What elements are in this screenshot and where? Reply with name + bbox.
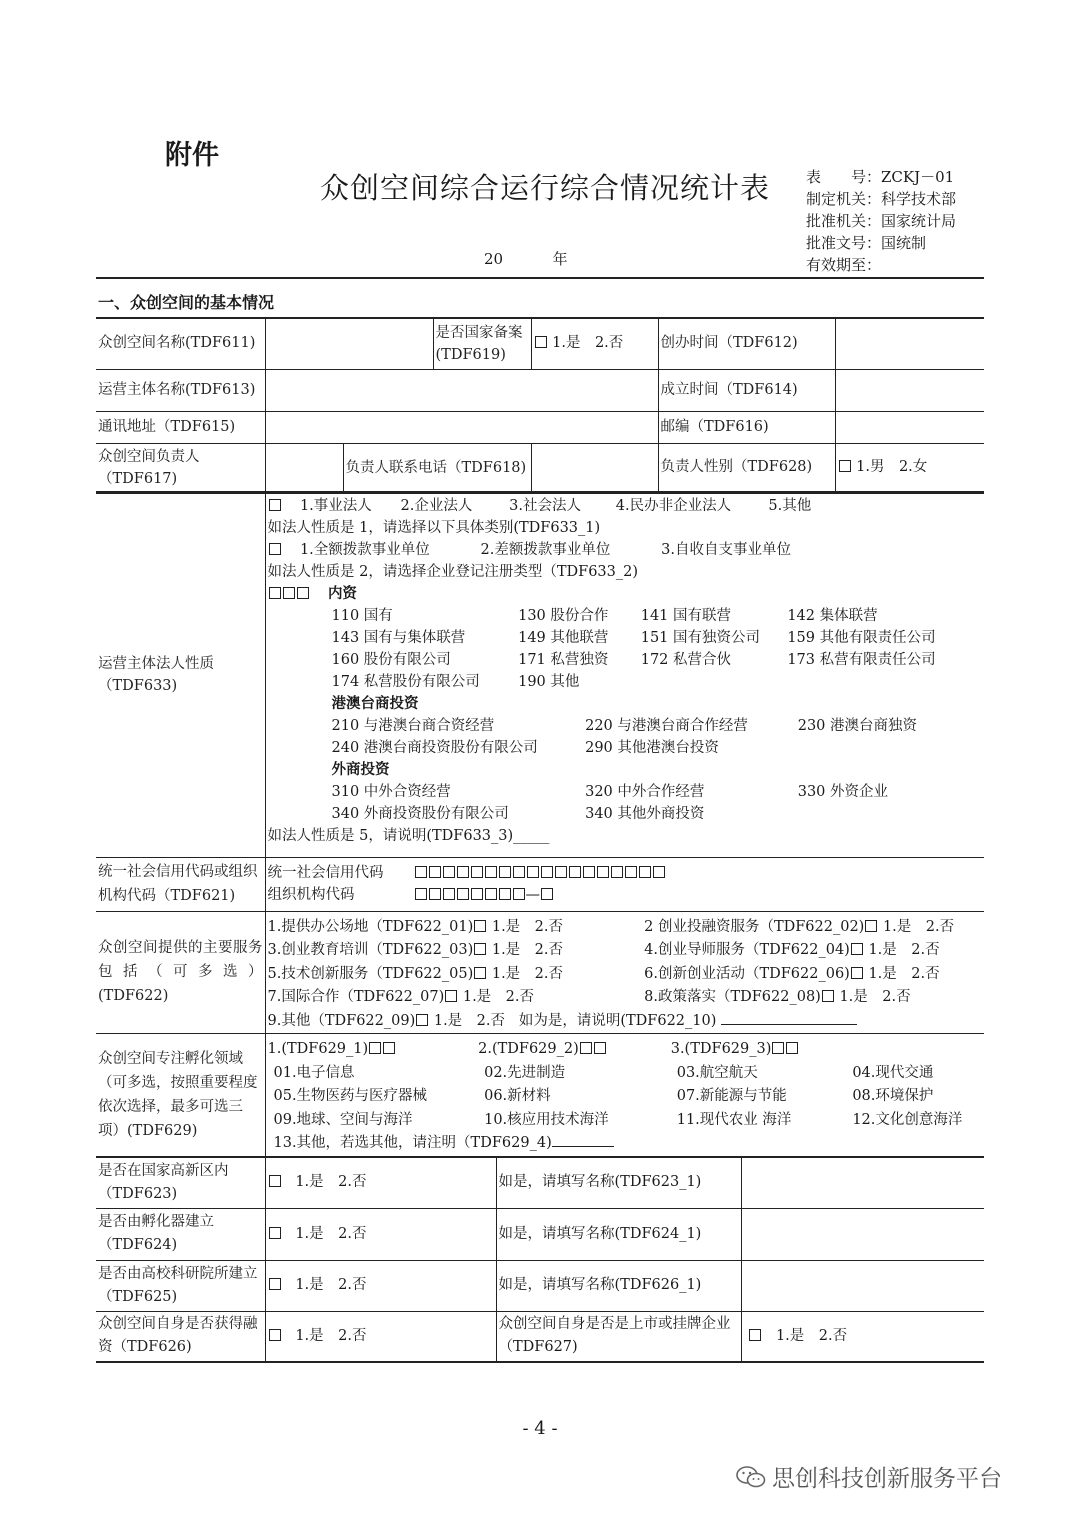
reg-type-option: 149 其他联营 (518, 630, 609, 646)
field-slot-box[interactable] (772, 1042, 784, 1054)
fields-row (268, 1062, 983, 1086)
meta-form-number: 表 号：ZCKJ－01 (806, 168, 955, 186)
credit-code-boxes[interactable] (414, 865, 666, 881)
credit-code-char-box[interactable] (527, 866, 539, 878)
org-code-dash: — (525, 887, 540, 903)
phone-label: 负责人联系电话（TDF618) (343, 443, 531, 493)
service-checkbox[interactable] (416, 1014, 428, 1026)
reg-type-option: 171 私营独资 (518, 652, 609, 668)
document-title: 众创空间综合运行综合情况统计表 (320, 171, 771, 205)
credit-code-char-box[interactable] (457, 866, 469, 878)
org-code-boxes[interactable] (414, 887, 526, 903)
university-label: 是否由高校科研院所建立（TDF625) (96, 1260, 265, 1311)
reg-type-option: 151 国有独资公司 (640, 630, 761, 646)
founded-label: 创办时间（TDF612) (658, 318, 835, 369)
reg-type-box-2[interactable] (283, 587, 295, 599)
incubator-options-text: 1.是 2.否 (295, 1225, 367, 1242)
year-prefix: 20 (484, 250, 504, 268)
listed-label: 众创空间自身是否是上市或挂牌企业（TDF627) (496, 1311, 741, 1362)
services-row-9 (268, 1010, 983, 1034)
fields-row (268, 1109, 983, 1133)
reg-type-option: 340 其他外商投资 (585, 806, 705, 822)
reg-type-option: 174 私营股份有限公司 (331, 674, 480, 690)
legal-sub1-3: 3.自收自支事业单位 (661, 542, 791, 558)
reg-type-option: 330 外资企业 (797, 784, 889, 800)
reg-type-option: 143 国有与集体联营 (331, 630, 466, 646)
meta-valid-until: 有效期至： (806, 256, 882, 274)
basic-info-table-middle (96, 491, 984, 1158)
services-row (268, 939, 983, 963)
org-code-char-box[interactable] (457, 888, 469, 900)
hitech-zone-options-text: 1.是 2.否 (295, 1174, 367, 1191)
postcode-field[interactable] (835, 411, 984, 443)
credit-code-char-box[interactable] (611, 866, 623, 878)
postcode-label: 邮编（TDF616) (658, 411, 835, 443)
incubator-note: 如是，请填写名称(TDF624_1) (496, 1208, 741, 1260)
fields-other-line (268, 1132, 983, 1156)
reg-type-option: 159 其他有限责任公司 (787, 630, 936, 646)
service-options: 1.是 2.否 (839, 989, 911, 1005)
credit-code-char-box[interactable] (541, 866, 553, 878)
credit-code-char-box[interactable] (653, 866, 665, 878)
org-code-char-box[interactable] (429, 888, 441, 900)
field-option: 09.地球、空间与海洋 (273, 1111, 413, 1128)
financing-checkbox[interactable] (269, 1329, 281, 1341)
reg-type-option: 240 港澳台商投资股份有限公司 (331, 740, 538, 756)
operator-field[interactable] (265, 369, 658, 411)
legal-type-line (268, 495, 983, 517)
watermark (736, 1460, 1002, 1493)
incubator-name-field[interactable] (741, 1208, 984, 1260)
hitech-zone-checkbox[interactable] (269, 1175, 281, 1187)
hitech-zone-options[interactable] (265, 1157, 496, 1208)
service-item: 7.国际合作（TDF622_07) (267, 989, 445, 1005)
meta-issuing-authority: 制定机关：科学技术部 (806, 190, 957, 208)
service-checkbox[interactable] (822, 990, 834, 1002)
listed-options[interactable] (741, 1311, 984, 1362)
field-option: 01.电子信息 (273, 1064, 355, 1081)
org-code-char-box[interactable] (499, 888, 511, 900)
listed-checkbox[interactable] (749, 1329, 761, 1341)
credit-label: 统一社会信用代码或组织机构代码（TDF621) (96, 857, 265, 911)
service-item: 8.政策落实（TDF622_08) (644, 989, 821, 1005)
field-option: 12.文化创意海洋 (852, 1111, 963, 1128)
university-options[interactable] (265, 1260, 496, 1311)
reg-type-option: 130 股份合作 (518, 608, 609, 624)
service-item: 1.提供办公场地（TDF622_01) (267, 918, 474, 935)
service-item: 2 创业投融资服务（TDF622_02) (644, 918, 865, 935)
field-slot-label: 3.(TDF629_3) (670, 1041, 772, 1057)
name-label: 众创空间名称(TDF611) (96, 318, 265, 369)
service-item: 3.创业教育培训（TDF622_03) (267, 942, 474, 958)
head-label: 众创空间负责人（TDF617) (96, 443, 265, 493)
service-item: 4.创业导师服务（TDF622_04) (644, 942, 850, 958)
filing-options[interactable] (531, 318, 658, 369)
fields-slots (268, 1038, 983, 1062)
section-title: 一、众创空间的基本情况 (98, 293, 275, 312)
reg-type-option: 173 私营有限责任公司 (787, 652, 936, 668)
reg-type-option: 110 国有 (331, 608, 393, 624)
header-rule (96, 277, 984, 279)
service-options: 1.是 2.否 (868, 942, 940, 958)
reg-type-option: 310 中外合资经营 (331, 784, 451, 800)
reg-type-option: 340 外商投资股份有限公司 (331, 806, 509, 822)
reg-type-option: 190 其他 (518, 674, 580, 690)
services-row (268, 986, 983, 1010)
credit-code-char-box[interactable] (443, 866, 455, 878)
domestic-row (268, 627, 983, 649)
service-other-blank[interactable] (721, 1010, 857, 1025)
service-checkbox[interactable] (851, 943, 863, 955)
reg-type-option: 141 国有联营 (640, 608, 732, 624)
org-code-char-box[interactable] (471, 888, 483, 900)
wechat-icon (736, 1465, 766, 1489)
service-options: 1.是 2.否 (491, 918, 564, 935)
credit-code-char-box[interactable] (429, 866, 441, 878)
foreign-title: 外商投资 (331, 762, 390, 778)
reg-type-option: 320 中外合作经营 (585, 784, 705, 800)
reg-type-option: 210 与港澳台商合资经营 (331, 718, 495, 734)
credit-code-label: 统一社会信用代码 (267, 865, 384, 881)
university-checkbox[interactable] (269, 1278, 281, 1290)
reg-type-option: 142 集体联营 (787, 608, 878, 624)
service-options: 1.是 2.否 (462, 989, 535, 1005)
page-number: - 4 - (522, 1418, 558, 1439)
form-meta (806, 166, 956, 276)
legal-type-1: 1.事业法人 (299, 498, 372, 514)
meta-approval-number: 批准文号：国统制 (806, 234, 927, 252)
meta-approving-authority: 批准机关：国家统计局 (806, 212, 957, 230)
org-code-line (268, 884, 983, 906)
gender-checkbox[interactable] (839, 460, 851, 472)
operator-label: 运营主体名称(TDF613) (96, 369, 265, 411)
hmt-row (268, 715, 983, 737)
report-year (484, 248, 568, 269)
legal-type-2: 2.企业法人 (400, 498, 473, 514)
basic-info-table-bottom (96, 1156, 984, 1363)
org-code-check-box[interactable] (541, 888, 553, 900)
incubator-options[interactable] (265, 1208, 496, 1260)
established-label: 成立时间（TDF614) (658, 369, 835, 411)
services-row (268, 916, 983, 940)
reg-type-option: 230 港澳台商独资 (797, 718, 918, 734)
established-field[interactable] (835, 369, 984, 411)
hitech-zone-note: 如是，请填写名称(TDF623_1) (496, 1157, 741, 1208)
credit-code-char-box[interactable] (555, 866, 567, 878)
filing-options-text: 1.是 2.否 (552, 335, 624, 352)
financing-options-text: 1.是 2.否 (295, 1327, 367, 1344)
address-field[interactable] (265, 411, 658, 443)
legal-nature-options[interactable] (265, 492, 984, 857)
service-options: 1.是 2.否 (882, 918, 955, 935)
credit-code-char-box[interactable] (485, 866, 497, 878)
field-option: 08.环境保护 (852, 1088, 934, 1104)
service-checkbox[interactable] (445, 990, 457, 1002)
gender-label: 负责人性别（TDF628) (658, 443, 835, 493)
service-item: 5.技术创新服务（TDF622_05) (267, 965, 474, 982)
credit-code-char-box[interactable] (625, 866, 637, 878)
gender-options-text: 1.男 2.女 (856, 459, 928, 476)
reg-type-box-1[interactable] (269, 587, 281, 599)
reg-type-option: 290 其他港澳台投资 (585, 740, 719, 756)
reg-type-option: 160 股份有限公司 (331, 652, 451, 668)
field-option: 04.现代交通 (852, 1064, 934, 1081)
field-other-label: 13.其他，若选其他，请注明（TDF629_4) (273, 1135, 552, 1151)
legal-if5[interactable]: 如法人性质是 5，请说明(TDF633_3)_____ (267, 828, 550, 844)
service-checkbox[interactable] (474, 943, 486, 955)
credit-code-char-box[interactable] (471, 866, 483, 878)
org-code-char-box[interactable] (485, 888, 497, 900)
incubator-label: 是否由孵化器建立（TDF624) (96, 1208, 265, 1260)
org-code-label: 组织机构代码 (267, 887, 355, 903)
credit-code-char-box[interactable] (513, 866, 525, 878)
org-code-char-box[interactable] (443, 888, 455, 900)
credit-code-char-box[interactable] (415, 866, 427, 878)
incubator-checkbox[interactable] (269, 1227, 281, 1239)
reg-type-option: 172 私营合伙 (640, 652, 732, 668)
domestic-title: 内资 (327, 586, 357, 602)
domestic-row (268, 671, 983, 693)
year-suffix: 年 (552, 250, 568, 268)
legal-sub1-line (268, 539, 983, 561)
field-slot-box[interactable] (580, 1042, 592, 1054)
service-checkbox[interactable] (474, 920, 486, 932)
domestic-row (268, 605, 983, 627)
legal-type-checkbox[interactable] (269, 499, 281, 511)
financing-options[interactable] (265, 1311, 496, 1362)
university-note: 如是，请填写名称(TDF626_1) (496, 1260, 741, 1311)
services-options[interactable] (265, 911, 984, 1034)
university-options-text: 1.是 2.否 (295, 1277, 367, 1293)
legal-nature-label: 运营主体法人性质（TDF633) (96, 492, 265, 857)
filing-label: 是否国家备案(TDF619) (433, 318, 531, 369)
field-option: 03.航空航天 (676, 1064, 758, 1081)
field-slot-box[interactable] (594, 1042, 606, 1054)
fields-label: 众创空间专注孵化领域（可多选，按照重要程度依次选择，最多可选三项）(TDF629) (96, 1034, 265, 1157)
service-options: 1.是 2.否 (491, 942, 564, 958)
basic-info-table-top (96, 317, 984, 494)
legal-if2: 如法人性质是 2，请选择企业登记注册类型（TDF633_2) (267, 564, 638, 580)
founded-field[interactable] (835, 318, 984, 369)
credit-code-char-box[interactable] (569, 866, 581, 878)
org-code-char-box[interactable] (415, 888, 427, 900)
service-options: 1.是 2.否 (868, 965, 940, 982)
credit-code-char-box[interactable] (597, 866, 609, 878)
legal-sub1-checkbox[interactable] (269, 543, 281, 555)
credit-fields[interactable] (265, 857, 984, 911)
services-label: 众创空间提供的主要服务包括（可多选）(TDF622) (96, 911, 265, 1034)
field-slot-label: 2.(TDF629_2) (478, 1041, 579, 1057)
field-other-blank[interactable] (552, 1132, 614, 1147)
domestic-row (268, 649, 983, 671)
legal-if1: 如法人性质是 1，请选择以下具体类别(TDF633_1) (267, 520, 601, 536)
service-options: 1.是 2.否 (491, 965, 564, 982)
hitech-zone-label: 是否在国家高新区内（TDF623) (96, 1157, 265, 1208)
service-checkbox[interactable] (865, 920, 877, 932)
field-slot-label: 1.(TDF629_1) (267, 1041, 369, 1057)
fields-options[interactable] (265, 1034, 984, 1157)
field-option: 11.现代农业 海洋 (676, 1111, 792, 1128)
service-checkbox[interactable] (474, 967, 486, 979)
field-option: 10.核应用技术海洋 (484, 1111, 609, 1128)
service-options: 1.是 2.否 (433, 1012, 506, 1029)
foreign-row (268, 781, 983, 803)
financing-label: 众创空间自身是否获得融资（TDF626) (96, 1311, 265, 1362)
name-field[interactable] (265, 318, 433, 369)
field-option: 02.先进制造 (484, 1064, 566, 1081)
listed-options-text: 1.是 2.否 (775, 1327, 848, 1344)
credit-code-char-box[interactable] (583, 866, 595, 878)
service-other-note: 如为是，请说明(TDF622_10) (518, 1012, 717, 1029)
hitech-zone-name-field[interactable] (741, 1157, 984, 1208)
watermark-text: 思创科技创新服务平台 (772, 1466, 1002, 1492)
service-item: 9.其他（TDF622_09) (267, 1012, 416, 1029)
legal-sub1-1: 1.全额拨款事业单位 (299, 542, 430, 558)
credit-code-char-box[interactable] (639, 866, 651, 878)
credit-code-line (268, 862, 983, 884)
address-label: 通讯地址（TDF615) (96, 411, 265, 443)
reg-type-option: 220 与港澳台商合作经营 (585, 718, 748, 734)
field-option: 06.新材料 (484, 1088, 551, 1104)
field-slot-box[interactable] (369, 1042, 381, 1054)
reg-type-box-3[interactable] (297, 587, 309, 599)
service-checkbox[interactable] (851, 967, 863, 979)
hmt-title: 港澳台商投资 (331, 696, 419, 712)
gender-options[interactable] (835, 443, 984, 493)
legal-type-3: 3.社会法人 (509, 498, 581, 514)
field-slot-box[interactable] (786, 1042, 798, 1054)
attachment-label: 附件 (165, 140, 219, 171)
credit-code-char-box[interactable] (499, 866, 511, 878)
head-field[interactable] (265, 443, 343, 493)
fields-row (268, 1085, 983, 1109)
filing-checkbox[interactable] (535, 336, 547, 348)
field-option: 05.生物医药与医疗器械 (273, 1088, 428, 1104)
field-slot-box[interactable] (383, 1042, 395, 1054)
hmt-row (268, 737, 983, 759)
foreign-row (268, 803, 983, 825)
field-option: 07.新能源与节能 (676, 1088, 787, 1104)
phone-field[interactable] (531, 443, 658, 493)
domestic-title-line (268, 583, 983, 605)
services-row (268, 963, 983, 987)
university-name-field[interactable] (741, 1260, 984, 1311)
legal-type-5: 5.其他 (768, 498, 812, 514)
legal-type-4: 4.民办非企业法人 (615, 498, 732, 514)
legal-sub1-2: 2.差额拨款事业单位 (480, 542, 611, 558)
org-code-char-box[interactable] (513, 888, 525, 900)
service-item: 6.创新创业活动（TDF622_06) (644, 965, 850, 982)
